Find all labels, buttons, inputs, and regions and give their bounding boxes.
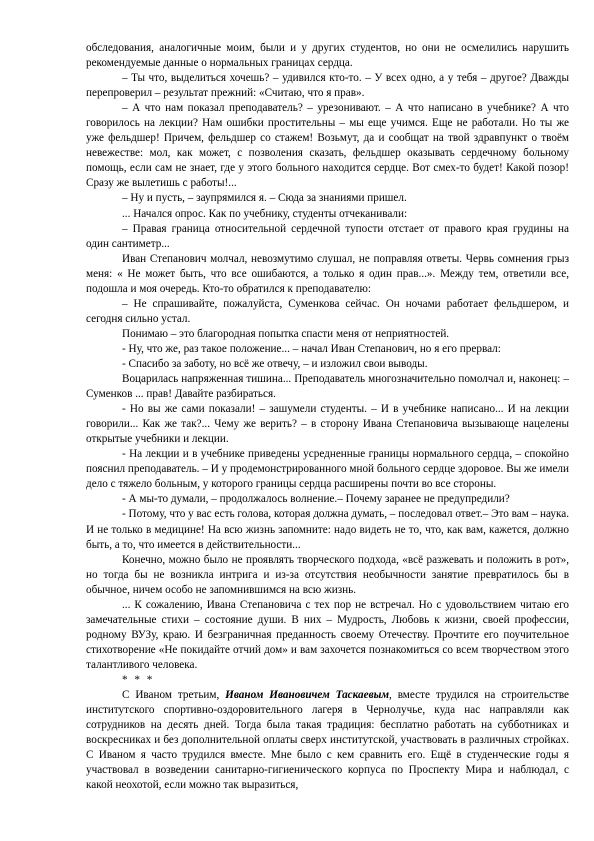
paragraph: Воцарилась напряженная тишина... Преподаватель многозначительно помолчал и, наконец: – Суменков ... прав! Давайте разбираться. xyxy=(86,373,569,401)
paragraph: ... Начался опрос. Как по учебнику, студенты отчеканивали: xyxy=(122,207,408,220)
paragraph: Понимаю – это благородная попытка спасти меня от неприятностей. xyxy=(122,327,450,340)
paragraph: – Не спрашивайте, пожалуйста, Суменкова сейчас. Он ночами работает фельдшером, и сегодня сильно устал. xyxy=(86,297,569,325)
paragraph-last xyxy=(86,688,569,793)
text-span: , вместе трудился на строительстве институтского спортивно-оздоровительного лагеря в Чернолучье, куда нас направляли как сотрудников на десять дней. Тогда была такая традиция: бесплатно работать на субботниках и воскресниках и без дополнительной оплаты сверх институтской, участвовать в различных стройках. С Иваном я часто трудился вместе. Мне было с кем сравнить его. Ещё в студенческие годы я участвовал в возведении санитарно-гигиенического корпуса по Проспекту Мира и наблюдал, с какой неохотой, если можно так выразиться, xyxy=(86,689,570,792)
paragraph: - Спасибо за заботу, но всё же отвечу, – и изложил свои выводы. xyxy=(122,357,428,370)
paragraph: Иван Степанович молчал, невозмутимо слушал, не поправляя ответы. Червь сомнения грыз меня: « Не может быть, что все ошибаются, а только я один прав...». Между тем, ответили все, подошла и моя очередь. Кто-то обратился к преподавателю: xyxy=(86,252,569,295)
paragraph: – А что нам показал преподаватель? – урезонивают. – А что написано в учебнике? А что говорилось на лекции? Нам ошибки простительны – мы еще учимся. Еще не работали. Но ты же уже фельдшер! Причем, фельдшер со стажем! Возьмут, да и сообщат на твой здравпункт о твоём невежестве: мол, как может, с позволения сказать, фельдшер оказывать сердечному больному помощь, если сам не знает, где у этого больного находится сердце. Вот смех-то будет! Какой позор! Сразу же вылетишь с работы!... xyxy=(86,102,569,190)
text-span: С Иваном третьим, xyxy=(122,689,226,702)
paragraph: обследования, аналогичные моим, были и у других студентов, но они не осмелились нарушить рекомендуемые данные о нормальных границах сердца. xyxy=(86,42,569,70)
paragraph: Конечно, можно было не проявлять творческого подхода, «всё разжевать и положить в рот», но тогда бы не возникла интрига и из-за отсутствия необычности занятие превратилось бы в обычное, ничем особо не запомнившимся на всю жизнь. xyxy=(86,553,569,596)
section-separator: * * * xyxy=(122,673,155,686)
paragraph: - А мы-то думали, – продолжалось волнение.– Почему заранее не предупредили? xyxy=(122,493,510,506)
document-page xyxy=(86,41,569,793)
paragraph: ... К сожалению, Ивана Степановича с тех пор не встречал. Но с удовольствием читаю его замечательные стихи – состояние души. В них – Мудрость, Любовь к жизни, своей профессии, родному ВУЗу, краю. И безграничная преданность своему Отечеству. Прочтите его поучительное стихотворение «Не покидайте отчий дом» и вам захочется познакомиться со всем творчеством этого талантливого человека. xyxy=(86,598,569,671)
paragraph: - Ну, что же, раз такое положение... – начал Иван Степанович, но я его прервал: xyxy=(122,342,501,355)
paragraph: - На лекции и в учебнике приведены усредненные границы нормального сердца, – спокойно пояснил преподаватель. – И у продемонстрированного мной больного сердце здоровое. Вы же имели дело с тяжело больным, у которого границы сердца расширены почти во все стороны. xyxy=(86,448,569,491)
paragraph: – Ты что, выделиться хочешь? – удивился кто-то. – У всех одно, а у тебя – другое? Дважды перепроверил – результат прежний: «Считаю, что я прав». xyxy=(86,72,569,100)
paragraph: – Правая граница относительной сердечной тупости отстает от правого края грудины на один сантиметр... xyxy=(86,222,569,250)
paragraph: – Ну и пусть, – заупрямился я. – Сюда за знаниями пришел. xyxy=(122,192,407,205)
person-name: Иваном Ивановичем Таскаевым xyxy=(225,689,390,702)
paragraph: - Но вы же сами показали! – зашумели студенты. – И в учебнике написано... И на лекции говорили... Как же так?... Чему же верить? – в сторону Ивана Степановича вызывающе нацелены открытые учебники и лекции. xyxy=(86,403,569,446)
paragraph: - Потому, что у вас есть голова, которая должна думать, – последовал ответ.– Это вам – наука. И не только в медицине! На всю жизнь запомните: надо видеть не то, что, как вам, кажется, должно быть, а то, что имеется в действительности... xyxy=(86,508,569,551)
